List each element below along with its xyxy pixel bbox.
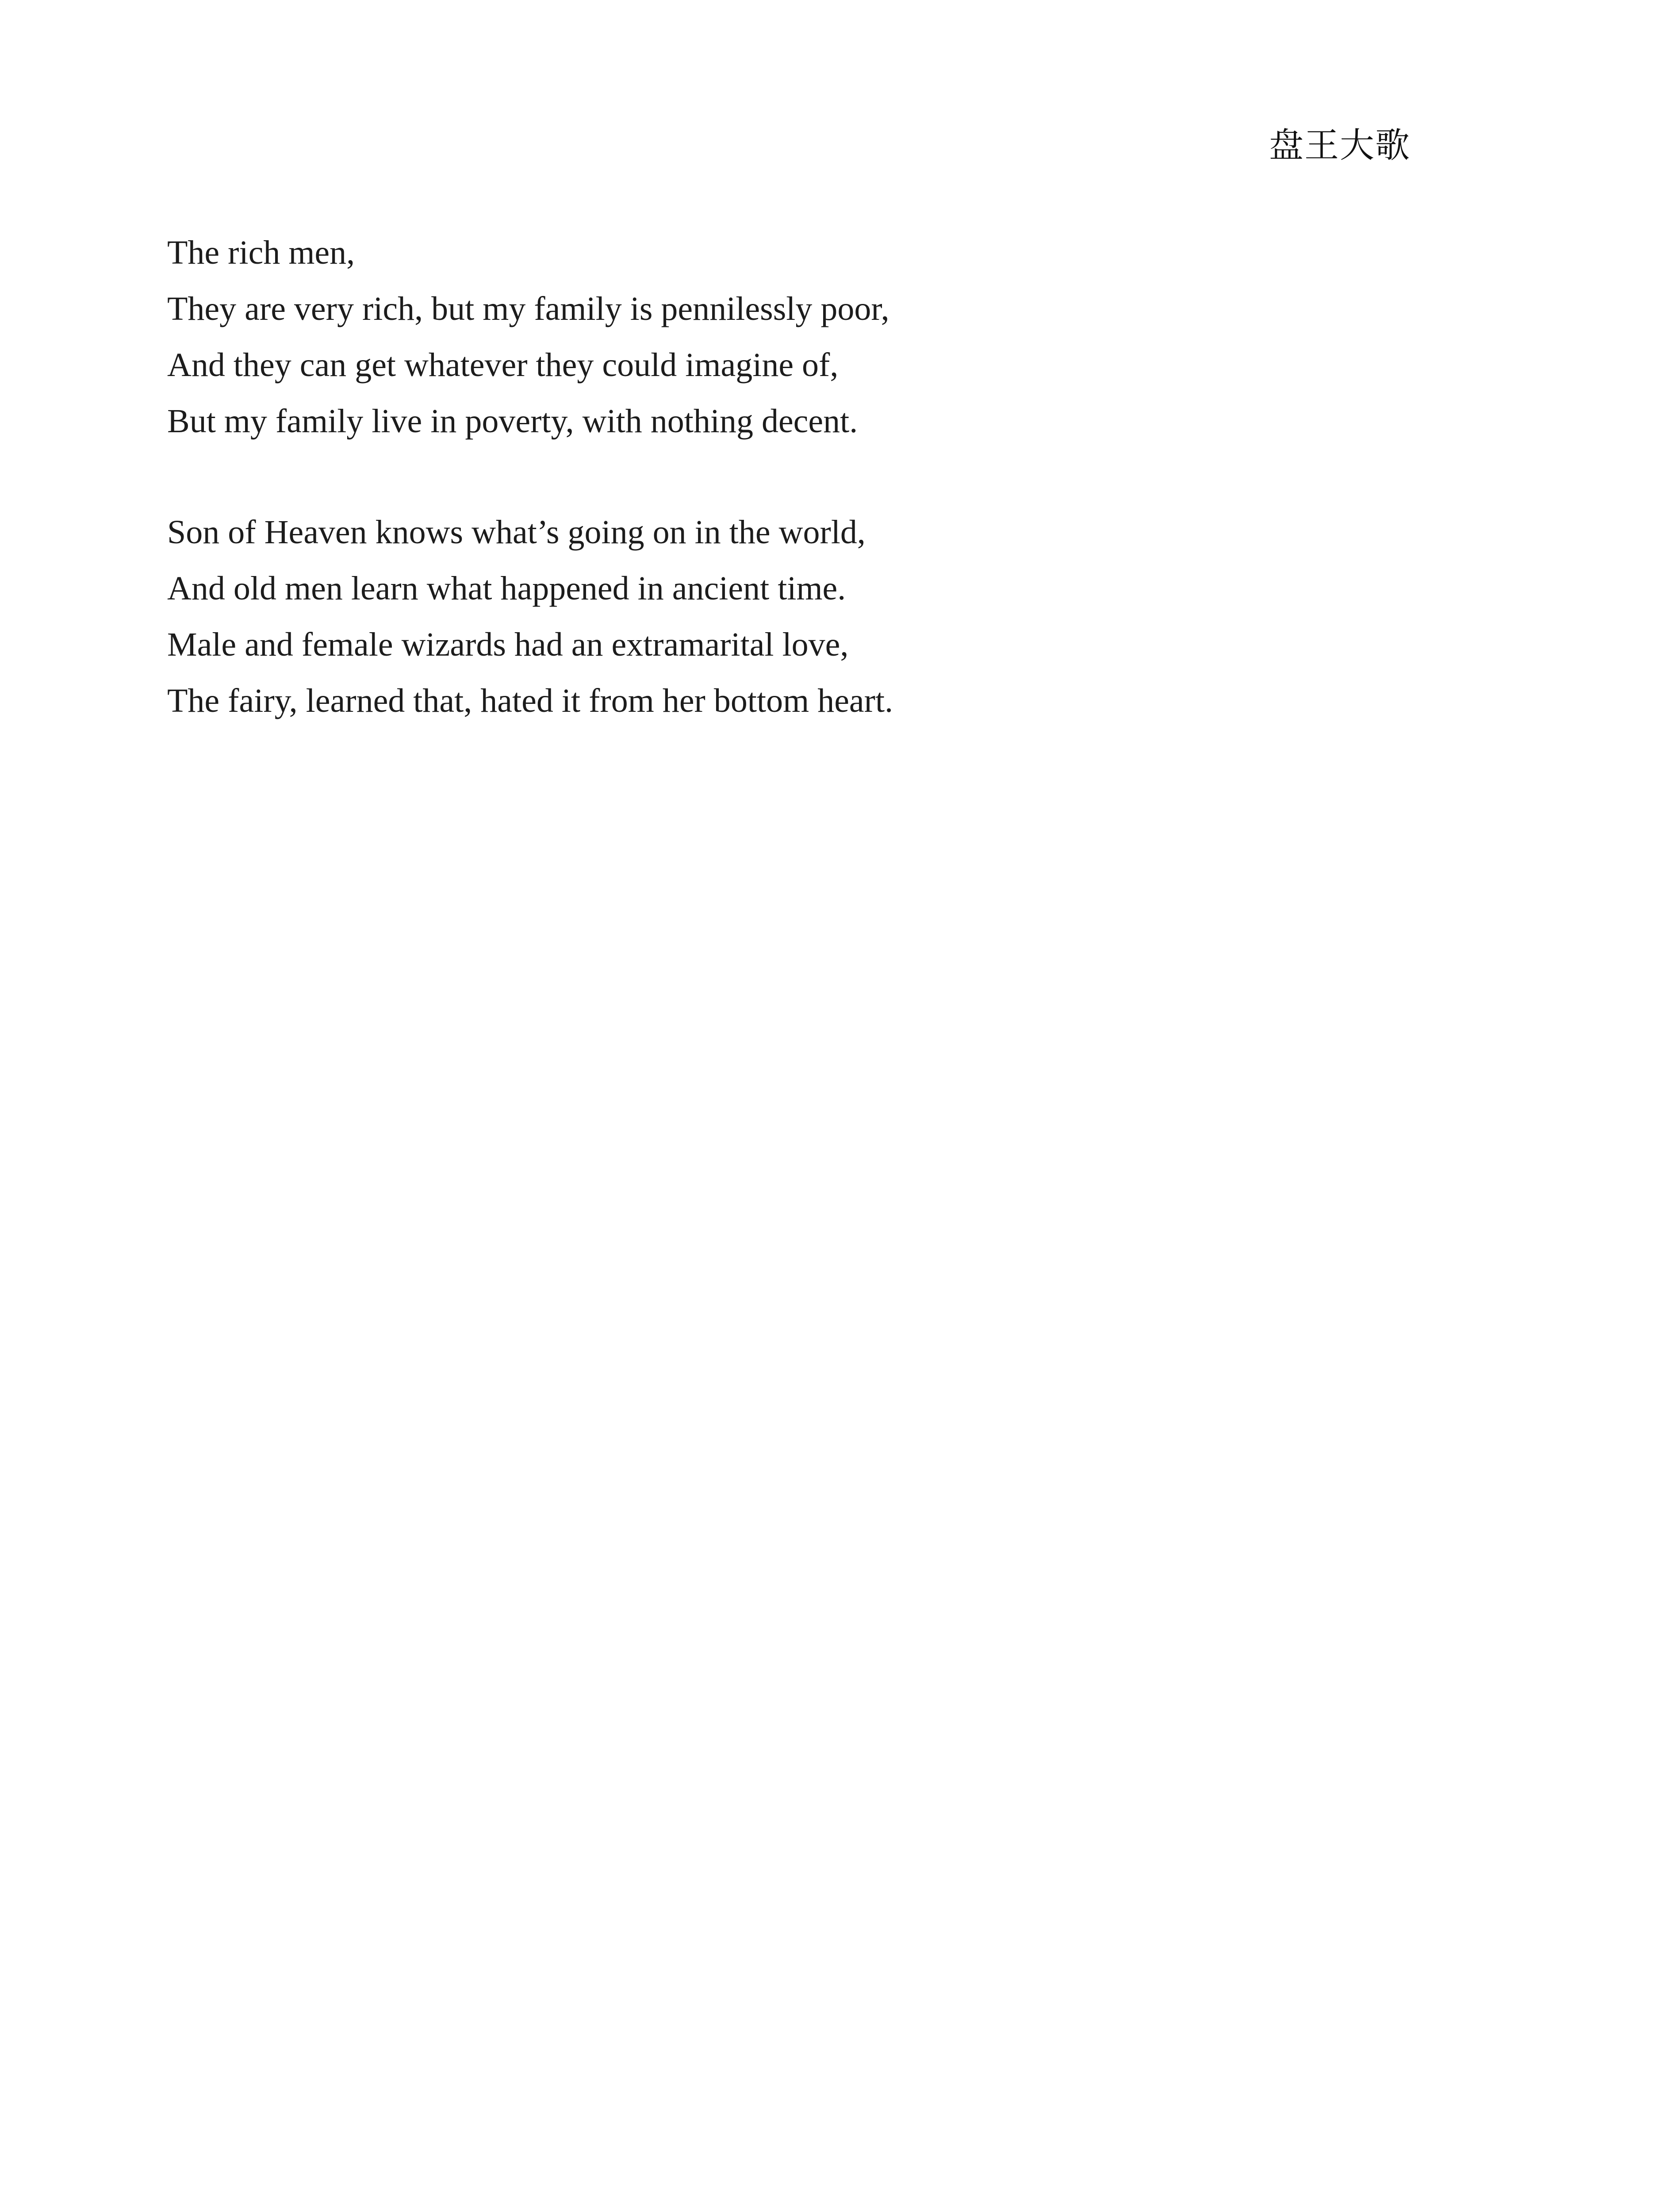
stanza-2 [167,504,893,729]
verse-line: The rich men, [167,234,355,271]
verse-line: And they can get whatever they could imagine of, [167,346,839,384]
running-header-title: 盘王大歌 [1269,126,1411,165]
verse-line: Son of Heaven knows what’s going on in the world, [167,514,866,551]
verse-line: But my family live in poverty, with nothing decent. [167,403,858,440]
stanza-1 [167,225,889,449]
verse-line: And old men learn what happened in ancient time. [167,570,846,607]
verse-line: The fairy, learned that, hated it from her bottom heart. [167,682,893,719]
verse-line: They are very rich, but my family is pennilessly poor, [167,290,889,327]
verse-line: Male and female wizards had an extramarital love, [167,626,849,663]
